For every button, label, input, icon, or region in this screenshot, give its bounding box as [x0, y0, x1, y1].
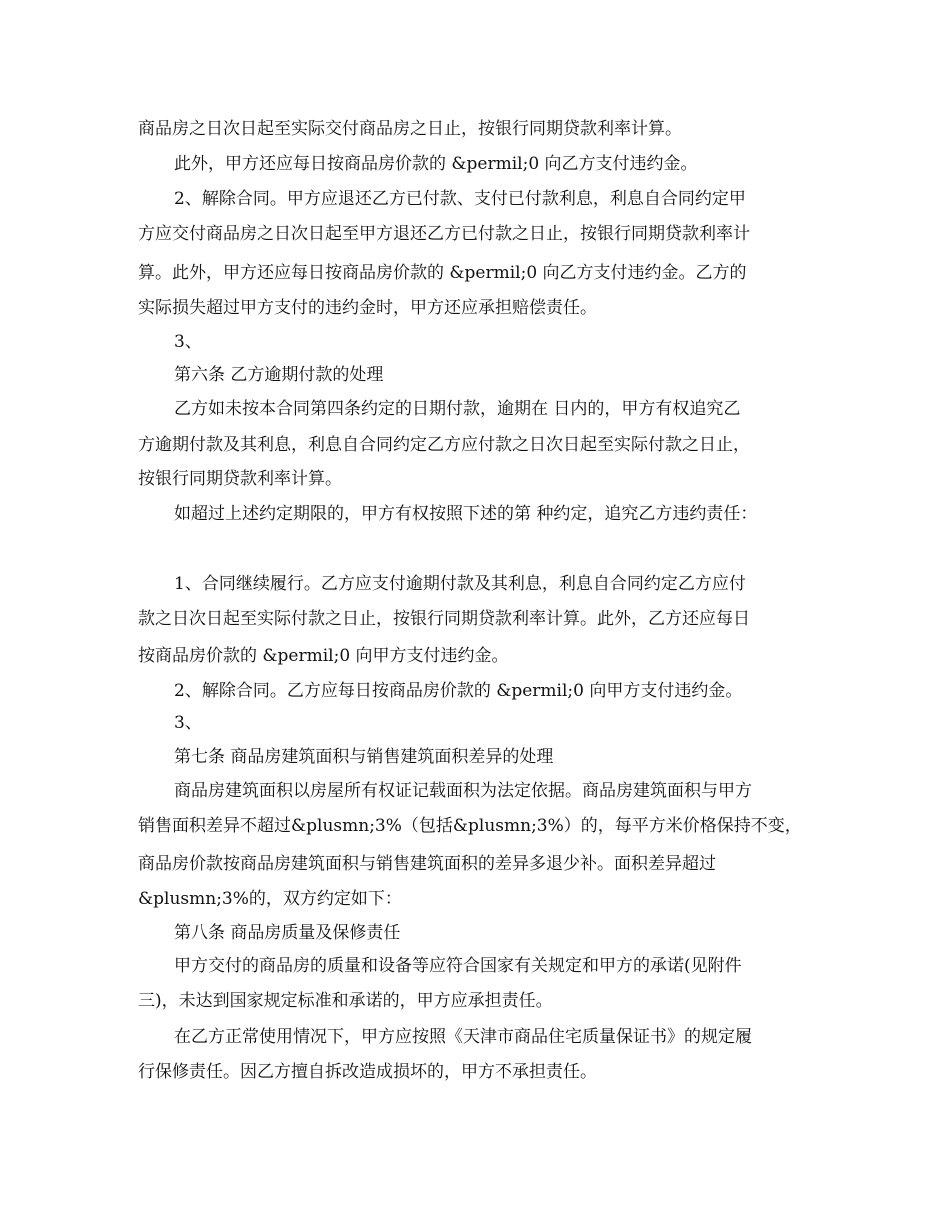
text-line: 商品房价款按商品房建筑面积与销售建筑面积的差异多退少补。面积差异超过: [138, 854, 716, 874]
text-line: 方应交付商品房之日次日起至甲方退还乙方已付款之日止，按银行同期贷款利率计: [138, 224, 750, 244]
section-heading: 第七条 商品房建筑面积与销售建筑面积差异的处理: [174, 747, 554, 767]
text-line: 三)，未达到国家规定标准和承诺的，甲方应承担责任。: [138, 991, 553, 1011]
text-line: 1、合同继续履行。乙方应支付逾期付款及其利息，利息自合同约定乙方应付: [174, 574, 746, 594]
text-line: 按商品房价款的 &permil;0 向甲方支付违约金。: [138, 646, 509, 666]
text-line: 如超过上述约定期限的，甲方有权按照下述的第 种约定，追究乙方违约责任：: [174, 504, 758, 524]
list-marker: 3、: [174, 332, 202, 352]
text-line: 商品房之日次日起至实际交付商品房之日止，按银行同期贷款利率计算。: [138, 119, 682, 139]
text-line: 款之日次日起至实际付款之日止，按银行同期贷款利率计算。此外，乙方还应每日: [138, 609, 750, 629]
text-line: 按银行同期贷款利率计算。: [138, 469, 342, 489]
text-line: &plusmn;3%的，双方约定如下：: [138, 889, 402, 909]
text-line: 实际损失超过甲方支付的违约金时，甲方还应承担赔偿责任。: [138, 298, 597, 318]
text-line: 此外，甲方还应每日按商品房价款的 &permil;0 向乙方支付违约金。: [174, 154, 698, 174]
text-line: 甲方交付的商品房的质量和设备等应符合国家有关规定和甲方的承诺(见附件: [174, 956, 742, 976]
text-line: 在乙方正常使用情况下，甲方应按照《天津市商品住宅质量保证书》的规定履: [174, 1027, 752, 1047]
list-marker: 3、: [174, 713, 202, 733]
text-line: 行保修责任。因乙方擅自拆改造成损坏的，甲方不承担责任。: [138, 1062, 597, 1082]
text-line: 2、解除合同。乙方应每日按商品房价款的 &permil;0 向甲方支付违约金。: [174, 681, 743, 701]
text-line: 方逾期付款及其利息，利息自合同约定乙方应付款之日次日起至实际付款之日止，: [138, 435, 750, 455]
text-line: 2、解除合同。甲方应退还乙方已付款、支付已付款利息，利息自合同约定甲: [174, 189, 746, 209]
section-heading: 第六条 乙方逾期付款的处理: [174, 365, 384, 385]
text-line: 算。此外，甲方还应每日按商品房价款的 &permil;0 向乙方支付违约金。乙方的: [138, 263, 747, 283]
section-heading: 第八条 商品房质量及保修责任: [174, 923, 401, 943]
text-line: 销售面积差异不超过&plusmn;3%（包括&plusmn;3%）的，每平方米价格保持不变，: [138, 816, 802, 836]
text-line: 乙方如未按本合同第四条约定的日期付款，逾期在 日内的，甲方有权追究乙: [174, 399, 741, 419]
text-line: 商品房建筑面积以房屋所有权证记载面积为法定依据。商品房建筑面积与甲方: [174, 781, 752, 801]
